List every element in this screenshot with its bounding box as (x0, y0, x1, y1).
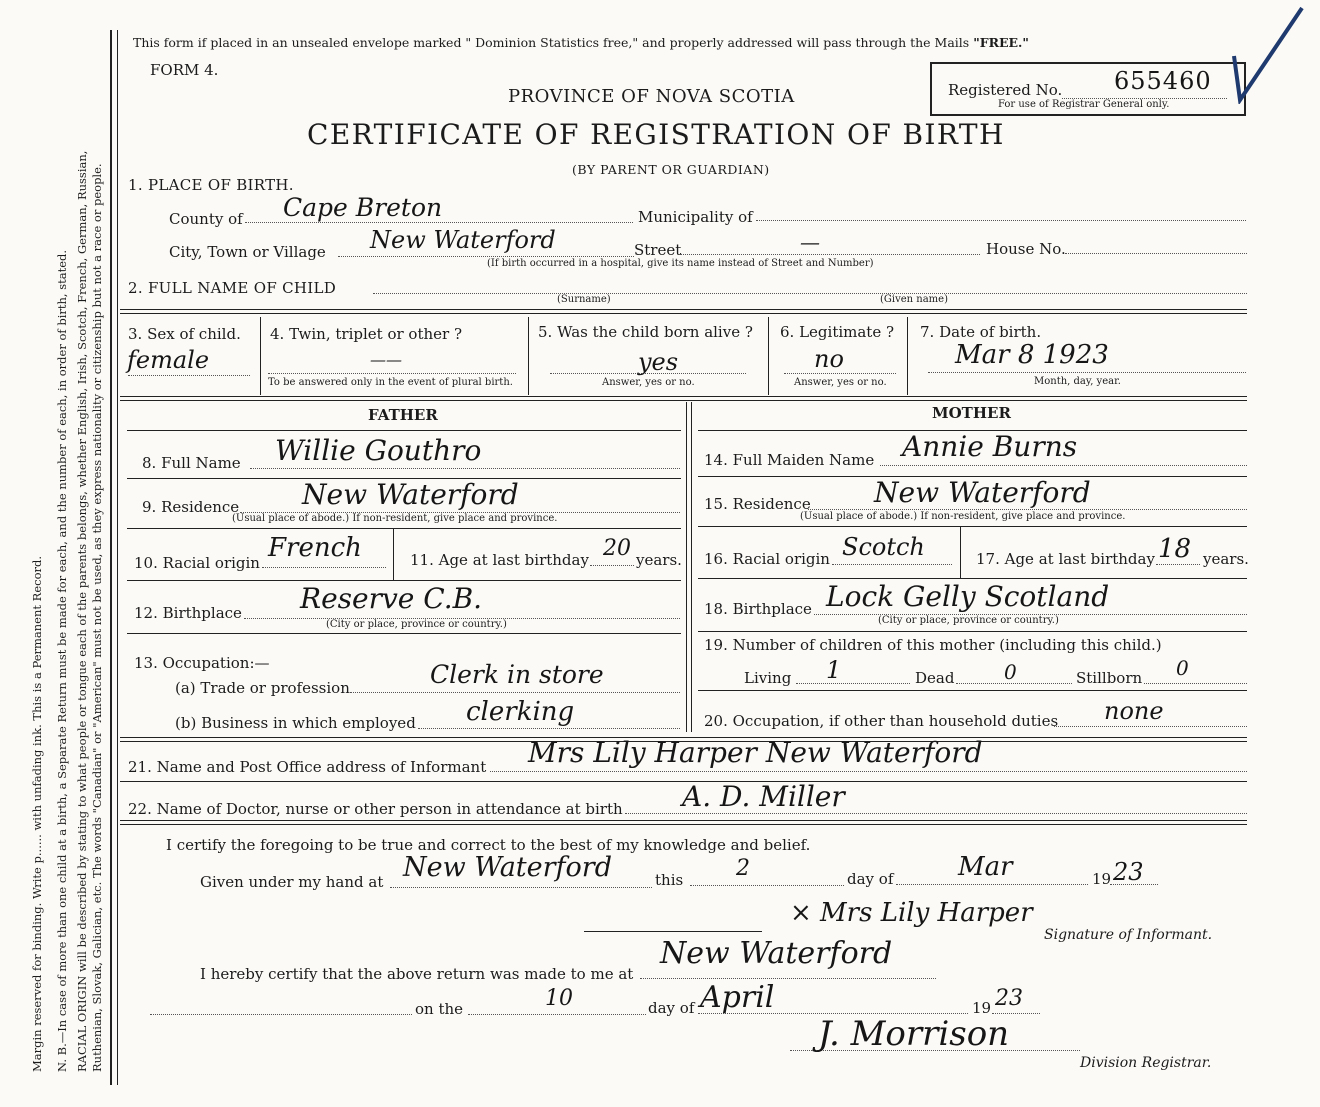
twin-note: To be answered only in the event of plural birth. (268, 377, 513, 388)
margin-rule-inner (117, 30, 118, 1085)
mother-birthplace-note: (City or place, province or country.) (878, 615, 1059, 626)
rule (127, 633, 681, 634)
this-label: this (655, 871, 684, 889)
nb-note: N. B.—In case of more than one child at a birth, a Separate Return must be made for each, and the number of each, in order of birth, stated. (55, 249, 69, 1072)
given-label: Given under my hand at (200, 873, 384, 891)
day-value: 2 (736, 856, 750, 881)
divider (393, 528, 394, 580)
child-name-label: 2. FULL NAME OF CHILD (128, 279, 337, 297)
father-birthplace-note: (City or place, province or country.) (326, 619, 507, 630)
father-residence-note: (Usual place of abode.) If non-resident, give place and province. (232, 513, 558, 524)
mother-occupation-line (1054, 726, 1247, 727)
certificate-title: CERTIFICATE OF REGISTRATION OF BIRTH (307, 118, 1005, 151)
surname-note: (Surname) (557, 294, 611, 305)
mother-residence-note: (Usual place of abode.) If non-resident, give place and province. (800, 511, 1126, 522)
mother-race-line (832, 564, 952, 565)
mother-race-label: 16. Racial origin (704, 550, 830, 568)
mother-name-line (880, 465, 1247, 466)
place-of-birth-heading: 1. PLACE OF BIRTH. (128, 176, 294, 194)
registrar-month-value: April (700, 980, 775, 1015)
given-place-value: New Waterford (403, 852, 612, 883)
given-name-note: (Given name) (880, 294, 948, 305)
box-divider (907, 317, 908, 395)
mother-heading: MOTHER (932, 404, 1011, 422)
informant-label: 21. Name and Post Office address of Informant (128, 758, 487, 776)
binding-note: Margin reserved for binding. Write p...... with unfading ink. This is a Permanent Record. (30, 555, 44, 1072)
margin-rule (110, 30, 112, 1085)
mother-residence-line (808, 509, 1247, 510)
father-occupation-label: 13. Occupation:— (134, 654, 270, 672)
informant-signature: × Mrs Lily Harper (790, 898, 1033, 928)
street-line (680, 254, 980, 255)
living-line (796, 683, 910, 684)
doctor-value: A. D. Miller (682, 780, 845, 813)
registrar-signature: J. Morrison (818, 1014, 1010, 1054)
rule (127, 528, 681, 529)
business-line (418, 728, 680, 729)
registered-number: 655460 (1114, 67, 1212, 95)
hospital-note: (If birth occurred in a hospital, give its name instead of Street and Number) (487, 258, 874, 269)
mother-age-label: 17. Age at last birthday (976, 550, 1155, 568)
month-value: Mar (958, 852, 1013, 882)
alive-label: 5. Was the child born alive ? (538, 323, 753, 341)
rule-certify-top (120, 820, 1247, 825)
father-name-line (250, 468, 680, 469)
trade-value: Clerk in store (430, 660, 604, 689)
day-of-label: day of (847, 870, 894, 888)
registrar-note: For use of Registrar General only. (998, 99, 1170, 110)
box-divider (768, 317, 769, 395)
racial-note-2: Ruthenian, Slovak, Galician, etc. The words "Canadian" or "American" must not be used, as they express nationality or citizenship but not a race or people. (90, 163, 104, 1072)
father-age-label: 11. Age at last birthday (410, 551, 589, 569)
mother-occupation-value: none (1104, 697, 1164, 725)
legitimate-label: 6. Legitimate ? (780, 323, 895, 341)
twin-value: —— (370, 350, 402, 369)
on-the-label: on the (415, 1000, 464, 1018)
certify-statement: I certify the foregoing to be true and correct to the best of my knowledge and belief. (166, 836, 811, 854)
stillborn-value: 0 (1176, 656, 1189, 680)
municipality-label: Municipality of (638, 208, 753, 226)
rule (698, 631, 1247, 632)
dob-value: Mar 8 1923 (955, 340, 1109, 370)
registrar-year-value: 23 (995, 986, 1023, 1011)
dob-note: Month, day, year. (1034, 376, 1121, 387)
registrar-title: Division Registrar. (1080, 1055, 1212, 1071)
on-the-pre-line (150, 1014, 412, 1015)
box-divider (260, 317, 261, 395)
legitimate-value: no (814, 345, 844, 373)
street-label: Street (634, 241, 682, 259)
mother-residence-label: 15. Residence (704, 495, 811, 513)
day-line (690, 885, 844, 886)
stillborn-line (1144, 683, 1247, 684)
father-age-line (590, 565, 634, 566)
legitimate-note: Answer, yes or no. (794, 377, 887, 388)
stillborn-label: Stillborn (1076, 669, 1143, 687)
father-residence-value: New Waterford (302, 478, 519, 511)
city-label: City, Town or Village (169, 243, 326, 261)
father-name-label: 8. Full Name (142, 454, 241, 472)
mother-occupation-label: 20. Occupation, if other than household duties (704, 712, 1059, 730)
sex-value: female (127, 346, 210, 374)
given-place-line (390, 887, 652, 888)
street-value: — (800, 230, 820, 254)
alive-note: Answer, yes or no. (602, 377, 695, 388)
mother-age-line (1156, 564, 1200, 565)
father-name-value: Willie Gouthro (275, 434, 482, 467)
mother-age-unit: years. (1203, 550, 1249, 568)
registrar-day-line (468, 1014, 646, 1015)
mother-residence-value: New Waterford (874, 476, 1091, 509)
rule-parents-top (120, 396, 1247, 401)
father-race-value: French (268, 533, 362, 563)
legitimate-line (784, 373, 896, 374)
rule (698, 578, 1247, 579)
signature-line (584, 931, 762, 932)
living-label: Living (744, 669, 792, 687)
mother-race-value: Scotch (842, 533, 925, 561)
racial-note-1: RACIAL ORIGIN will be described by stating to what people or tongue each of the parents belongs, whether English, Irish, Scotch, French, German, Russian, (75, 150, 89, 1072)
dob-line (928, 372, 1246, 373)
form-number: FORM 4. (150, 61, 219, 79)
county-line (245, 222, 633, 223)
mother-name-value: Annie Burns (902, 430, 1078, 463)
father-heading: FATHER (368, 406, 438, 424)
father-race-line (262, 567, 386, 568)
alive-value: yes (638, 348, 679, 376)
parents-divider (686, 402, 687, 732)
signature-label: Signature of Informant. (1044, 927, 1213, 943)
registrar-statement: I hereby certify that the above return was made to me at (200, 965, 634, 983)
registrar-day-value: 10 (545, 986, 573, 1011)
trade-label: (a) Trade or profession (175, 679, 350, 697)
twin-label: 4. Twin, triplet or other ? (270, 325, 462, 343)
child-name-line (373, 293, 1247, 294)
month-line (896, 884, 1088, 885)
business-label: (b) Business in which employed (175, 714, 416, 732)
municipality-line (756, 220, 1246, 221)
mother-name-label: 14. Full Maiden Name (704, 451, 875, 469)
dead-value: 0 (1004, 660, 1017, 684)
father-age-unit: years. (636, 551, 682, 569)
city-value: New Waterford (370, 226, 556, 254)
check-mark-icon (1228, 4, 1308, 104)
rule (698, 526, 1247, 527)
dob-label: 7. Date of birth. (920, 323, 1042, 341)
year-line (1110, 884, 1158, 885)
province-heading: PROVINCE OF NOVA SCOTIA (508, 86, 795, 107)
doctor-label: 22. Name of Doctor, nurse or other person in attendance at birth (128, 800, 623, 818)
informant-line (490, 771, 1247, 772)
divider (960, 526, 961, 578)
registered-label: Registered No. (948, 81, 1063, 99)
sex-label: 3. Sex of child. (128, 325, 241, 343)
rule (127, 430, 681, 431)
box-divider (528, 317, 529, 395)
children-label: 19. Number of children of this mother (including this child.) (704, 636, 1162, 654)
county-label: County of (169, 210, 243, 228)
parents-divider-2 (691, 402, 692, 732)
year-value: 23 (1113, 858, 1144, 886)
mother-birthplace-value: Lock Gelly Scotland (826, 580, 1110, 613)
father-residence-label: 9. Residence (142, 498, 240, 516)
registrar-year-prefix: 19 (972, 999, 992, 1017)
house-line (1065, 253, 1247, 254)
registrar-place-line (640, 978, 936, 979)
county-value: Cape Breton (283, 193, 443, 222)
sex-line (128, 375, 250, 376)
informant-value: Mrs Lily Harper New Waterford (528, 736, 983, 769)
house-label: House No. (986, 240, 1066, 258)
rule (698, 690, 1247, 691)
certificate-subtitle: (BY PARENT OR GUARDIAN) (572, 162, 770, 177)
father-birthplace-value: Reserve C.B. (300, 582, 483, 615)
twin-line (268, 373, 516, 374)
business-value: clerking (466, 697, 575, 727)
doctor-line (625, 813, 1247, 814)
city-line (338, 256, 634, 257)
mother-age-value: 18 (1158, 534, 1192, 564)
mother-birthplace-label: 18. Birthplace (704, 600, 812, 618)
dead-label: Dead (915, 669, 955, 687)
registrar-place-value: New Waterford (660, 936, 893, 971)
mail-note: This form if placed in an unsealed envelope marked " Dominion Statistics free," and properly addressed will pass through the Mails "FREE." (133, 35, 1029, 50)
father-race-label: 10. Racial origin (134, 554, 260, 572)
father-birthplace-label: 12. Birthplace (134, 604, 242, 622)
registered-box (930, 62, 1246, 116)
trade-line (350, 692, 680, 693)
year-prefix: 19 (1092, 870, 1112, 888)
rule-top-child-boxes (120, 309, 1247, 314)
rule (127, 580, 681, 581)
father-age-value: 20 (603, 536, 631, 561)
registrar-day-of-label: day of (648, 999, 695, 1017)
living-value: 1 (826, 656, 842, 684)
